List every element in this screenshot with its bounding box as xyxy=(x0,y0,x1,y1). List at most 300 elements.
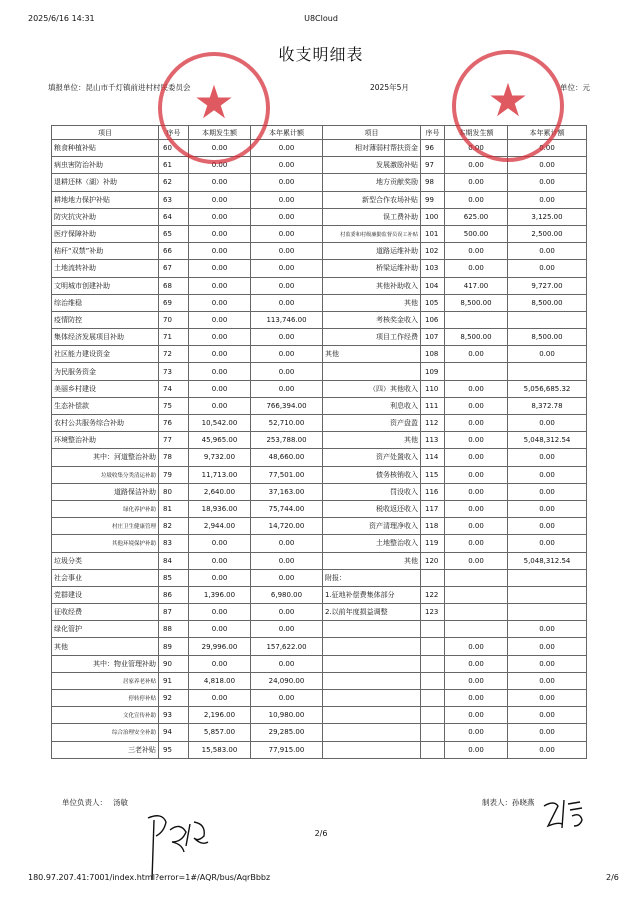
table-cell: 90 xyxy=(159,655,189,672)
table-cell: 0.00 xyxy=(445,157,508,174)
table-cell: 0.00 xyxy=(189,655,251,672)
table-cell: 8,500.00 xyxy=(445,294,508,311)
table-cell: 157,622.00 xyxy=(251,638,323,655)
table-cell: 征收经费 xyxy=(52,604,159,621)
table-cell: 103 xyxy=(421,260,445,277)
table-cell: 115 xyxy=(421,466,445,483)
column-header: 序号 xyxy=(421,126,445,140)
table-cell: 0.00 xyxy=(251,329,323,346)
table-cell: 0.00 xyxy=(251,604,323,621)
table-row xyxy=(52,655,587,672)
table-cell: 2,500.00 xyxy=(508,225,587,242)
table-cell: 绿化养护补助 xyxy=(52,500,159,517)
table-cell: 0.00 xyxy=(508,690,587,707)
table-cell: 考核奖金收入 xyxy=(323,311,421,328)
official-stamp-right xyxy=(452,50,564,162)
reporting-unit-value: 昆山市千灯镇前进村村民委员会 xyxy=(85,83,191,92)
table-cell: 67 xyxy=(159,260,189,277)
table-cell: 0.00 xyxy=(508,518,587,535)
table-row xyxy=(52,380,587,397)
table-cell: 0.00 xyxy=(251,380,323,397)
table-cell: 0.00 xyxy=(445,174,508,191)
table-cell xyxy=(508,586,587,603)
table-cell: 111 xyxy=(421,397,445,414)
table-cell: 101 xyxy=(421,225,445,242)
table-cell: 误工费补助 xyxy=(323,208,421,225)
table-cell xyxy=(323,741,421,758)
table-cell: 106 xyxy=(421,311,445,328)
table-cell: 疫情防控 xyxy=(52,311,159,328)
table-cell xyxy=(421,638,445,655)
table-cell xyxy=(508,311,587,328)
table-cell: 8,372.78 xyxy=(508,397,587,414)
table-cell: 63 xyxy=(159,191,189,208)
table-cell: 0.00 xyxy=(189,140,251,157)
table-cell: 0.00 xyxy=(189,569,251,586)
table-cell: 0.00 xyxy=(445,655,508,672)
table-cell: 其他 xyxy=(323,432,421,449)
table-cell xyxy=(323,724,421,741)
table-cell: 0.00 xyxy=(189,243,251,260)
preparer xyxy=(482,797,535,808)
table-cell: 77,915.00 xyxy=(251,741,323,758)
table-cell: 绿化管护 xyxy=(52,621,159,638)
table-cell: 75 xyxy=(159,397,189,414)
table-row xyxy=(52,363,587,380)
table-cell: 0.00 xyxy=(508,741,587,758)
table-cell: 123 xyxy=(421,604,445,621)
table-cell xyxy=(421,655,445,672)
column-header: 本期发生额 xyxy=(445,126,508,140)
table-cell: 72 xyxy=(159,346,189,363)
table-cell: 1.征地补偿费集体部分 xyxy=(323,586,421,603)
table-cell: 78 xyxy=(159,449,189,466)
table-cell: 资产清理净收入 xyxy=(323,518,421,535)
table-cell xyxy=(508,363,587,380)
table-cell: 0.00 xyxy=(189,174,251,191)
table-cell: 0.00 xyxy=(445,380,508,397)
table-row xyxy=(52,672,587,689)
table-cell: 医疗保障补助 xyxy=(52,225,159,242)
table-cell: 村庄卫生健康管理 xyxy=(52,518,159,535)
table-row xyxy=(52,604,587,621)
table-cell: 100 xyxy=(421,208,445,225)
table-cell: 0.00 xyxy=(251,260,323,277)
table-cell: 99 xyxy=(421,191,445,208)
table-cell: 2.以前年度损益调整 xyxy=(323,604,421,621)
table-cell: 0.00 xyxy=(508,638,587,655)
table-cell: 3,125.00 xyxy=(508,208,587,225)
table-cell: 0.00 xyxy=(251,174,323,191)
table-cell: 113,746.00 xyxy=(251,311,323,328)
table-cell: 文化宣传补助 xyxy=(52,707,159,724)
table-cell: 地方贡献奖励 xyxy=(323,174,421,191)
table-cell: 62 xyxy=(159,174,189,191)
table-cell: 48,660.00 xyxy=(251,449,323,466)
table-row xyxy=(52,586,587,603)
table-cell xyxy=(445,586,508,603)
table-cell: 119 xyxy=(421,535,445,552)
table-row xyxy=(52,569,587,586)
table-cell xyxy=(421,724,445,741)
table-cell: 0.00 xyxy=(445,707,508,724)
table-cell: 文明城市创建补助 xyxy=(52,277,159,294)
table-cell: 相对薄弱村帮扶资金 xyxy=(323,140,421,157)
table-cell: 美丽乡村建设 xyxy=(52,380,159,397)
table-cell: 道路运维补助 xyxy=(323,243,421,260)
table-cell: 86 xyxy=(159,586,189,603)
table-cell: 5,056,685.32 xyxy=(508,380,587,397)
table-cell: 耕地地力保护补贴 xyxy=(52,191,159,208)
table-cell: 80 xyxy=(159,483,189,500)
table-cell xyxy=(421,690,445,707)
unit-leader-label: 单位负责人： xyxy=(62,798,107,807)
table-cell: 农村公共服务综合补助 xyxy=(52,415,159,432)
table-row xyxy=(52,243,587,260)
table-cell: 0.00 xyxy=(189,380,251,397)
table-cell: 0.00 xyxy=(251,243,323,260)
column-header: 项目 xyxy=(52,126,159,140)
table-cell: 0.00 xyxy=(508,449,587,466)
page-url: 180.97.207.41:7001/index.html?error=1#/AQR/bus/AqrBbbz xyxy=(28,873,271,882)
table-cell: 0.00 xyxy=(508,243,587,260)
table-cell: 64 xyxy=(159,208,189,225)
table-cell: 为民服务资金 xyxy=(52,363,159,380)
table-cell: 120 xyxy=(421,552,445,569)
table-cell: 417.00 xyxy=(445,277,508,294)
table-row xyxy=(52,552,587,569)
table-cell: 9,727.00 xyxy=(508,277,587,294)
table-cell: 84 xyxy=(159,552,189,569)
table-cell: 2,196.00 xyxy=(189,707,251,724)
table-cell: 82 xyxy=(159,518,189,535)
unit-leader-name: 汤敏 xyxy=(113,798,128,807)
column-header: 本年累计额 xyxy=(508,126,587,140)
table-cell: 69 xyxy=(159,294,189,311)
table-cell: 77 xyxy=(159,432,189,449)
table-cell: 综治维稳 xyxy=(52,294,159,311)
table-cell xyxy=(445,569,508,586)
stamp-star-icon: ★ xyxy=(193,75,235,129)
table-cell: 0.00 xyxy=(508,500,587,517)
column-header: 本年累计额 xyxy=(251,126,323,140)
table-cell: 1,396.00 xyxy=(189,586,251,603)
table-cell: 新型合作农场补贴 xyxy=(323,191,421,208)
preparer-signature xyxy=(540,792,592,832)
table-cell: 66 xyxy=(159,243,189,260)
table-row xyxy=(52,500,587,517)
table-cell: 税收返还收入 xyxy=(323,500,421,517)
table-cell: 70 xyxy=(159,311,189,328)
preparer-name: 孙晓燕 xyxy=(512,798,535,807)
table-cell: 0.00 xyxy=(508,724,587,741)
table-cell: 秸秆“双禁”补助 xyxy=(52,243,159,260)
table-cell: 党群建设 xyxy=(52,586,159,603)
table-cell: 0.00 xyxy=(189,225,251,242)
table-cell: 利息收入 xyxy=(323,397,421,414)
table-cell: 社区能力建设资金 xyxy=(52,346,159,363)
table-cell: 0.00 xyxy=(445,638,508,655)
table-cell xyxy=(421,741,445,758)
table-cell: 罚没收入 xyxy=(323,483,421,500)
table-cell: 0.00 xyxy=(189,552,251,569)
table-cell: 0.00 xyxy=(445,500,508,517)
table-cell: 110 xyxy=(421,380,445,397)
table-cell: 2,944.00 xyxy=(189,518,251,535)
table-cell: 0.00 xyxy=(189,690,251,707)
table-cell: 其他 xyxy=(323,552,421,569)
report-period: 2025年5月 xyxy=(370,83,409,92)
table-cell: 0.00 xyxy=(251,535,323,552)
stamp-star-icon: ★ xyxy=(487,73,529,127)
table-cell: 资产处置收入 xyxy=(323,449,421,466)
table-cell: 0.00 xyxy=(189,621,251,638)
table-cell: 0.00 xyxy=(251,690,323,707)
table-cell: 92 xyxy=(159,690,189,707)
table-cell: 5,048,312.54 xyxy=(508,552,587,569)
table-cell: 93 xyxy=(159,707,189,724)
table-cell: 24,090.00 xyxy=(251,672,323,689)
table-cell: 0.00 xyxy=(508,415,587,432)
table-row xyxy=(52,191,587,208)
table-cell: 其他 xyxy=(52,638,159,655)
table-cell: 11,713.00 xyxy=(189,466,251,483)
table-cell: 0.00 xyxy=(508,655,587,672)
table-row xyxy=(52,174,587,191)
table-cell: 0.00 xyxy=(445,741,508,758)
table-cell: 0.00 xyxy=(251,346,323,363)
table-cell: 85 xyxy=(159,569,189,586)
table-cell: 防灾抗灾补助 xyxy=(52,208,159,225)
table-cell: 500.00 xyxy=(445,225,508,242)
table-cell: 0.00 xyxy=(189,363,251,380)
table-cell: 113 xyxy=(421,432,445,449)
table-cell: 0.00 xyxy=(251,157,323,174)
table-cell: 资产盘盈 xyxy=(323,415,421,432)
table-cell: 退耕还林（湖）补助 xyxy=(52,174,159,191)
table-cell: 0.00 xyxy=(445,535,508,552)
table-cell: 96 xyxy=(421,140,445,157)
table-cell: 71 xyxy=(159,329,189,346)
table-cell: 其中：河道整治补助 xyxy=(52,449,159,466)
table-cell: 0.00 xyxy=(189,535,251,552)
table-cell: 0.00 xyxy=(508,672,587,689)
table-cell: 土地流转补助 xyxy=(52,260,159,277)
table-cell: 766,394.00 xyxy=(251,397,323,414)
column-header: 项目 xyxy=(323,126,421,140)
table-cell: 0.00 xyxy=(251,191,323,208)
table-cell: 停转停补贴 xyxy=(52,690,159,707)
table-cell: 0.00 xyxy=(445,449,508,466)
table-row xyxy=(52,260,587,277)
table-cell: 0.00 xyxy=(445,415,508,432)
table-cell: 95 xyxy=(159,741,189,758)
table-cell: 8,500.00 xyxy=(445,329,508,346)
table-cell: 0.00 xyxy=(189,208,251,225)
table-cell: 122 xyxy=(421,586,445,603)
table-cell: 附报： xyxy=(323,569,421,586)
table-cell: 117 xyxy=(421,500,445,517)
table-row xyxy=(52,535,587,552)
table-cell: 105 xyxy=(421,294,445,311)
table-cell: 村监委和村级廉勤监督员误工补贴 xyxy=(323,225,421,242)
table-cell xyxy=(323,690,421,707)
table-cell: 0.00 xyxy=(189,346,251,363)
table-cell: 0.00 xyxy=(445,552,508,569)
table-cell: 10,542.00 xyxy=(189,415,251,432)
leader-signature xyxy=(140,806,220,882)
table-cell: 0.00 xyxy=(251,552,323,569)
table-row xyxy=(52,449,587,466)
table-cell: 0.00 xyxy=(445,672,508,689)
table-cell: 项目工作经费 xyxy=(323,329,421,346)
table-cell: 97 xyxy=(421,157,445,174)
table-row xyxy=(52,311,587,328)
table-cell: 5,048,312.54 xyxy=(508,432,587,449)
table-cell: 0.00 xyxy=(508,174,587,191)
table-cell: 5,857.00 xyxy=(189,724,251,741)
table-cell: 52,710.00 xyxy=(251,415,323,432)
table-cell: 625.00 xyxy=(445,208,508,225)
table-cell: 37,163.00 xyxy=(251,483,323,500)
unit-leader xyxy=(62,797,128,808)
table-cell: 0.00 xyxy=(251,621,323,638)
currency-unit: 单位：元 xyxy=(560,83,590,92)
table-cell: 0.00 xyxy=(251,208,323,225)
table-cell: 2,640.00 xyxy=(189,483,251,500)
table-body xyxy=(52,140,587,759)
table-cell: 0.00 xyxy=(189,311,251,328)
table-cell: 生态补偿款 xyxy=(52,397,159,414)
table-cell: 0.00 xyxy=(445,518,508,535)
table-cell: 253,788.00 xyxy=(251,432,323,449)
table-cell: 107 xyxy=(421,329,445,346)
table-cell xyxy=(421,672,445,689)
table-cell: 0.00 xyxy=(445,724,508,741)
income-expense-table xyxy=(51,125,587,759)
table-cell: 102 xyxy=(421,243,445,260)
table-cell xyxy=(508,604,587,621)
table-cell: 6,980.00 xyxy=(251,586,323,603)
table-cell xyxy=(445,621,508,638)
table-cell: 0.00 xyxy=(508,483,587,500)
table-row xyxy=(52,329,587,346)
table-cell xyxy=(508,569,587,586)
table-cell: 89 xyxy=(159,638,189,655)
preparer-label: 制表人： xyxy=(482,798,512,807)
table-row xyxy=(52,432,587,449)
table-cell xyxy=(421,621,445,638)
table-cell: 其中：物业管理补助 xyxy=(52,655,159,672)
table-row xyxy=(52,397,587,414)
table-cell xyxy=(323,621,421,638)
table-cell xyxy=(445,311,508,328)
table-cell: 104 xyxy=(421,277,445,294)
table-cell: 81 xyxy=(159,500,189,517)
table-cell: 87 xyxy=(159,604,189,621)
table-cell: 9,732.00 xyxy=(189,449,251,466)
table-cell: 土地整治收入 xyxy=(323,535,421,552)
table-cell: 0.00 xyxy=(508,140,587,157)
table-cell: 0.00 xyxy=(251,225,323,242)
table-cell: 0.00 xyxy=(189,157,251,174)
table-cell: 0.00 xyxy=(445,483,508,500)
table-cell: 综合治理安全补助 xyxy=(52,724,159,741)
table-cell: 0.00 xyxy=(251,277,323,294)
table-cell xyxy=(421,707,445,724)
table-cell: 0.00 xyxy=(508,535,587,552)
table-cell: 0.00 xyxy=(251,140,323,157)
table-cell: 0.00 xyxy=(251,569,323,586)
table-cell: 0.00 xyxy=(189,294,251,311)
table-cell: 0.00 xyxy=(508,260,587,277)
table-cell: 桥梁运维补助 xyxy=(323,260,421,277)
table-cell: 环境整治补助 xyxy=(52,432,159,449)
table-cell: 0.00 xyxy=(445,690,508,707)
table-cell: 0.00 xyxy=(251,655,323,672)
column-header: 序号 xyxy=(159,126,189,140)
table-row xyxy=(52,690,587,707)
print-datetime: 2025/6/16 14:31 xyxy=(28,14,95,23)
table-cell: 45,965.00 xyxy=(189,432,251,449)
table-cell: 垃圾收集分类清运补助 xyxy=(52,466,159,483)
table-cell: 114 xyxy=(421,449,445,466)
table-cell: 其他补助收入 xyxy=(323,277,421,294)
table-row xyxy=(52,518,587,535)
table-cell: 其他 xyxy=(323,346,421,363)
table-cell: 14,720.00 xyxy=(251,518,323,535)
table-cell: 18,936.00 xyxy=(189,500,251,517)
table-cell: 29,285.00 xyxy=(251,724,323,741)
table-cell: 垃圾分类 xyxy=(52,552,159,569)
table-row xyxy=(52,724,587,741)
table-cell: 76 xyxy=(159,415,189,432)
table-cell: 4,818.00 xyxy=(189,672,251,689)
table-cell: 发展激励补贴 xyxy=(323,157,421,174)
table-cell xyxy=(421,569,445,586)
table-cell: 68 xyxy=(159,277,189,294)
table-cell xyxy=(323,638,421,655)
table-cell: 0.00 xyxy=(251,363,323,380)
table-cell: 0.00 xyxy=(189,277,251,294)
table-cell: 116 xyxy=(421,483,445,500)
table-cell: 88 xyxy=(159,621,189,638)
table-cell: 集体经济发展项目补助 xyxy=(52,329,159,346)
table-cell: 0.00 xyxy=(189,397,251,414)
table-cell: 0.00 xyxy=(251,294,323,311)
table-cell: 0.00 xyxy=(445,191,508,208)
table-cell: 29,996.00 xyxy=(189,638,251,655)
table-row xyxy=(52,277,587,294)
table-cell: 61 xyxy=(159,157,189,174)
table-cell: 0.00 xyxy=(508,157,587,174)
table-cell: 0.00 xyxy=(508,191,587,208)
table-cell: 94 xyxy=(159,724,189,741)
table-cell: 0.00 xyxy=(508,707,587,724)
table-cell: 其他环境保护补助 xyxy=(52,535,159,552)
table-cell: 8,500.00 xyxy=(508,294,587,311)
table-row xyxy=(52,346,587,363)
official-stamp-left xyxy=(158,52,270,164)
table-cell xyxy=(445,604,508,621)
table-cell: 8,500.00 xyxy=(508,329,587,346)
table-cell: 77,501.00 xyxy=(251,466,323,483)
table-cell: 118 xyxy=(421,518,445,535)
table-cell: 社会事业 xyxy=(52,569,159,586)
table-cell: 粮食种植补贴 xyxy=(52,140,159,157)
table-cell: 0.00 xyxy=(445,243,508,260)
table-cell: 0.00 xyxy=(189,260,251,277)
